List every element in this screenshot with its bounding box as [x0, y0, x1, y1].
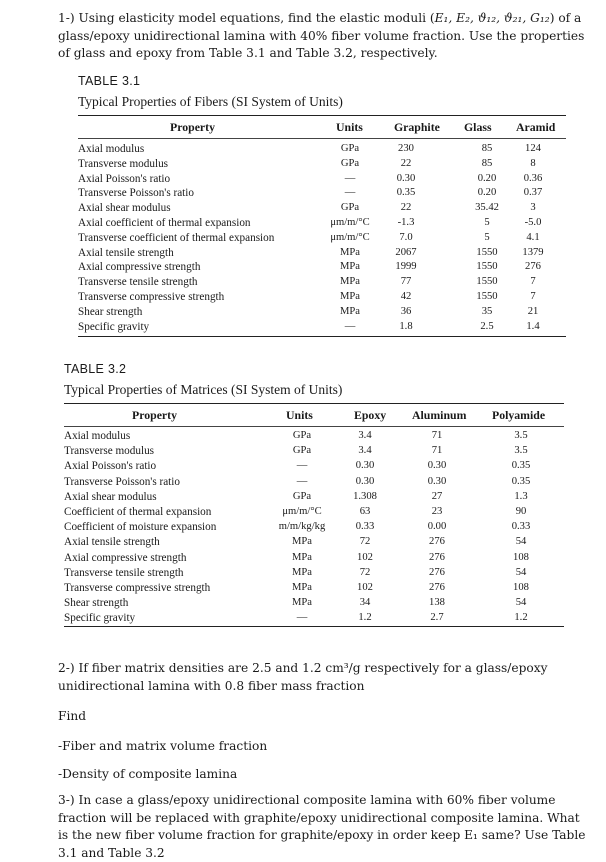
- table-row-value: 54: [515, 566, 527, 578]
- table-1-title: Typical Properties of Fibers (SI System of Units): [78, 94, 343, 109]
- table-2-top-rule: [64, 403, 564, 404]
- table-row-value: 36: [400, 305, 412, 317]
- table-1-bottom-rule: [78, 336, 566, 337]
- table-row-units: MPa: [339, 305, 361, 317]
- table-row-value: 72: [359, 536, 371, 548]
- table-row-value: 0.20: [477, 187, 497, 199]
- table-row-property: Axial tensile strength: [78, 246, 174, 259]
- table-row-units: GPa: [340, 157, 360, 169]
- question-1: [58, 10, 586, 63]
- table-row-value: 276: [429, 551, 445, 563]
- table-row-units: GPa: [340, 202, 360, 214]
- table-row-units: —: [344, 320, 356, 332]
- table-row-property: Axial shear modulus: [78, 202, 171, 215]
- table-row-value: 102: [357, 551, 373, 563]
- table-row-units: —: [344, 172, 356, 184]
- table-row-value: 1.2: [514, 612, 528, 624]
- table-row-property: Axial modulus: [78, 143, 145, 155]
- table-row-value: 1550: [476, 291, 498, 302]
- table-row-value: 0.33: [355, 521, 375, 533]
- table-row-value: 85: [481, 157, 493, 169]
- table-row-value: 1.2: [358, 612, 372, 624]
- table-row-value: 7: [530, 291, 536, 302]
- table-row-value: 63: [359, 506, 371, 517]
- table-row-value: 1.3: [514, 490, 528, 502]
- table-row-value: 27: [431, 490, 443, 502]
- table-row-property: Axial compressive strength: [78, 261, 201, 274]
- table-row-value: 276: [429, 566, 445, 578]
- table-2-header-rule: [64, 426, 564, 427]
- table-row-value: 2.7: [430, 612, 444, 624]
- table-row-property: Transverse Poisson's ratio: [78, 187, 194, 200]
- table-row-value: 71: [431, 445, 443, 457]
- table-row-value: 42: [400, 291, 412, 302]
- table-row-property: Transverse compressive strength: [78, 291, 225, 303]
- question-2: 2-) If fiber matrix densities are 2.5 and 1.2 cm³/g respectively for a glass/epoxy unidirectional lamina with 0.8 fiber mass fraction: [58, 661, 548, 693]
- table-row-units: MPa: [291, 551, 313, 563]
- table-row-property: Transverse coefficient of thermal expansion: [78, 231, 275, 244]
- table-row-units: m/m/kg/kg: [278, 521, 326, 533]
- table-row-value: 85: [481, 143, 493, 154]
- table-row-value: -1.3: [397, 217, 415, 228]
- table-row-value: 1.308: [353, 490, 377, 502]
- table-row-value: 0.30: [355, 460, 375, 472]
- table-2-bottom-rule: [64, 626, 564, 627]
- table-row-property: Coefficient of moisture expansion: [64, 521, 217, 534]
- table-row-value: 8: [530, 157, 536, 169]
- table-1-header-aramid: Aramid: [516, 120, 556, 134]
- table-row-value: 230: [398, 143, 414, 154]
- table-row-value: 124: [525, 143, 541, 154]
- table-2-header-polyamide: Polyamide: [492, 408, 546, 422]
- table-row-property: Axial shear modulus: [64, 490, 157, 503]
- table-row-units: μm/m/°C: [330, 217, 370, 228]
- table-2-header-property: Property: [132, 408, 177, 422]
- table-row-property: Axial coefficient of thermal expansion: [78, 217, 251, 229]
- table-row-value: 54: [515, 597, 527, 609]
- table-2-header-aluminum: Aluminum: [412, 408, 467, 422]
- table-row-value: 1550: [476, 276, 498, 288]
- table-row-value: 1550: [476, 261, 498, 273]
- table-row-value: 0.30: [396, 172, 416, 184]
- table-row-value: 21: [527, 305, 539, 317]
- table-row-value: 138: [429, 597, 445, 609]
- table-2-title: Typical Properties of Matrices (SI System of Units): [64, 382, 343, 397]
- table-row-value: 1550: [476, 246, 498, 258]
- table-row-units: MPa: [339, 246, 361, 258]
- table-row-value: 276: [429, 536, 445, 548]
- table-row-value: 1999: [395, 261, 417, 273]
- table-row-value: 102: [357, 582, 373, 593]
- table-row-value: 0.20: [477, 172, 497, 184]
- table-row-value: 1.4: [526, 320, 540, 332]
- table-row-value: 3.5: [514, 430, 528, 441]
- table-row-units: —: [296, 475, 308, 487]
- table-1-header-rule: [78, 138, 566, 139]
- table-row-units: MPa: [291, 566, 313, 578]
- table-row-property: Transverse modulus: [78, 157, 169, 170]
- table-1-label: TABLE 3.1: [78, 74, 141, 88]
- question-2-item-density: -Density of composite lamina: [58, 767, 238, 781]
- table-row-value: 0.00: [427, 521, 447, 533]
- table-row-property: Transverse tensile strength: [64, 566, 184, 579]
- table-row-property: Shear strength: [64, 597, 129, 610]
- table-row-value: 7: [530, 276, 536, 288]
- table-row-units: μm/m/°C: [282, 506, 322, 517]
- table-1-header-glass: Glass: [464, 120, 492, 134]
- table-row-property: Specific gravity: [78, 320, 150, 333]
- table-row-value: 0.30: [427, 460, 447, 472]
- table-row-units: GPa: [292, 490, 312, 502]
- question-2-find: Find: [58, 709, 87, 723]
- table-row-value: 71: [431, 430, 443, 441]
- table-row-value: 276: [429, 582, 445, 593]
- table-row-property: Transverse Poisson's ratio: [64, 475, 180, 488]
- table-1-header-units: Units: [336, 120, 363, 134]
- table-row-property: Axial Poisson's ratio: [64, 460, 157, 473]
- table-row-value: 5: [484, 217, 490, 228]
- table-row-value: 0.35: [396, 187, 416, 199]
- table-row-value: 0.36: [523, 172, 543, 184]
- table-1-header-property: Property: [170, 120, 215, 134]
- table-row-units: —: [296, 612, 308, 624]
- table-row-property: Coefficient of thermal expansion: [64, 506, 212, 518]
- table-row-units: GPa: [292, 445, 312, 457]
- table-2-label: TABLE 3.2: [64, 362, 127, 376]
- table-row-value: 7.0: [399, 231, 413, 243]
- question-1-symbols: E₁, E₂, ϑ₁₂, ϑ₂₁, G₁₂: [434, 11, 550, 25]
- table-row-units: MPa: [339, 276, 361, 288]
- table-row-units: GPa: [292, 430, 312, 441]
- table-row-value: 5: [484, 231, 490, 243]
- table-row-property: Axial Poisson's ratio: [78, 172, 171, 185]
- table-row-value: 0.37: [523, 187, 543, 199]
- table-row-value: 108: [513, 551, 529, 563]
- question-1-prefix: 1-) Using elasticity model equations, find the elastic moduli (: [58, 11, 435, 25]
- table-row-property: Axial modulus: [64, 430, 131, 442]
- table-row-value: 22: [400, 157, 412, 169]
- table-row-units: MPa: [291, 536, 313, 548]
- table-row-units: —: [296, 460, 308, 472]
- table-row-value: 3.5: [514, 445, 528, 457]
- table-row-value: 0.33: [511, 521, 531, 533]
- table-row-value: 3: [530, 202, 536, 214]
- question-1-suffix: ) of a glass/epoxy unidirectional lamina with 40% fiber volume fraction. Use the properties of glass and epoxy from Table 3.1 and Table 3.2, respectively.: [58, 11, 585, 60]
- table-row-property: Transverse compressive strength: [64, 582, 211, 594]
- table-row-value: 90: [515, 506, 527, 517]
- table-1-top-rule: [78, 115, 566, 116]
- table-row-value: 35.42: [475, 202, 499, 214]
- table-row-value: 72: [359, 566, 371, 578]
- table-row-value: -5.0: [524, 217, 542, 228]
- table-row-value: 77: [400, 276, 412, 288]
- table-2-header-epoxy: Epoxy: [354, 408, 387, 422]
- table-row-value: 22: [400, 202, 412, 214]
- table-row-value: 3.4: [358, 445, 372, 457]
- table-row-value: 4.1: [526, 231, 540, 243]
- table-row-value: 0.35: [511, 475, 531, 487]
- table-row-units: MPa: [291, 582, 313, 593]
- table-row-units: MPa: [339, 291, 361, 302]
- table-row-units: μm/m/°C: [330, 231, 370, 243]
- table-row-value: 1.8: [399, 320, 413, 332]
- table-row-property: Transverse tensile strength: [78, 276, 198, 289]
- table-row-value: 54: [515, 536, 527, 548]
- table-row-value: 34: [359, 597, 371, 609]
- table-row-value: 35: [481, 305, 493, 317]
- table-row-units: MPa: [291, 597, 313, 609]
- table-row-property: Shear strength: [78, 305, 143, 318]
- table-1-header-graphite: Graphite: [394, 120, 440, 134]
- table-row-units: GPa: [340, 143, 360, 154]
- table-row-value: 2.5: [480, 320, 494, 332]
- table-row-property: Specific gravity: [64, 612, 136, 625]
- table-row-value: 0.30: [427, 475, 447, 487]
- table-row-units: MPa: [339, 261, 361, 273]
- table-2-header-units: Units: [286, 408, 313, 422]
- table-row-value: 3.4: [358, 430, 372, 441]
- table-row-value: 23: [431, 506, 443, 517]
- table-row-value: 276: [525, 261, 541, 273]
- table-row-value: 0.30: [355, 475, 375, 487]
- table-row-property: Axial compressive strength: [64, 551, 187, 564]
- table-row-property: Transverse modulus: [64, 445, 155, 458]
- question-2-item-volume-fraction: -Fiber and matrix volume fraction: [58, 739, 268, 753]
- table-row-value: 2067: [395, 246, 417, 258]
- table-row-value: 108: [513, 582, 529, 593]
- table-row-value: 0.35: [511, 460, 531, 472]
- question-3: 3-) In case a glass/epoxy unidirectional composite lamina with 60% fiber volume fraction will be replaced with graphite/epoxy unidirectional composite lamina. What is the new fiber volume fraction for graphite/epoxy in order keep E₁ same? Use Table 3.1 and Table 3.2: [58, 793, 586, 860]
- table-row-value: 1379: [522, 246, 544, 258]
- table-row-units: —: [344, 187, 356, 199]
- table-row-property: Axial tensile strength: [64, 536, 160, 549]
